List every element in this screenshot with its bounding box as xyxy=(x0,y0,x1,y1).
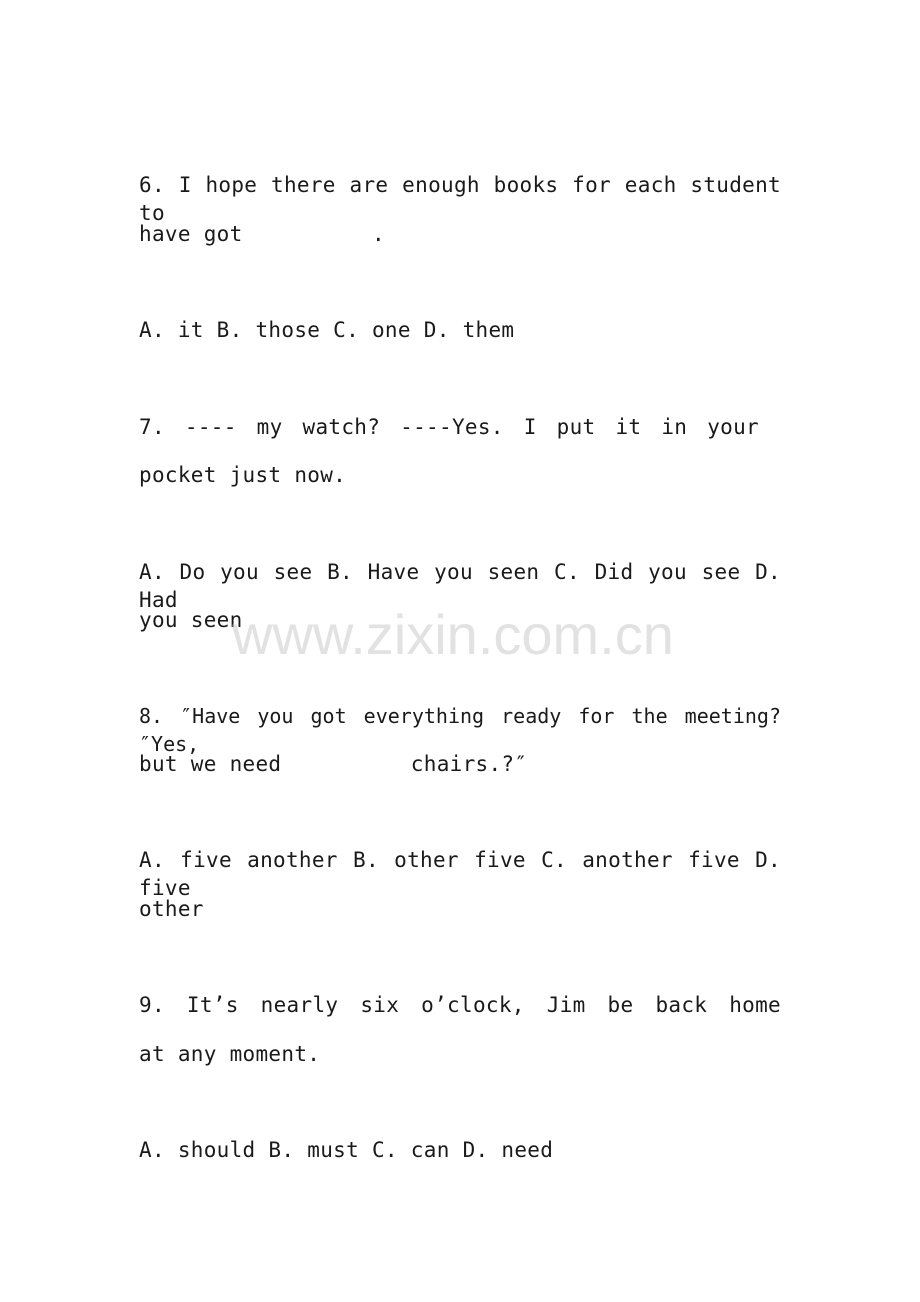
question-7-options-line1: A. Do you see B. Have you seen C. Did you see D. Had xyxy=(139,560,781,612)
question-8-stem-line1: 8. ″Have you got everything ready for the meeting?″Yes, xyxy=(139,704,781,756)
question-7-stem-line2: pocket just now. xyxy=(139,463,347,487)
question-6-stem-line2: have got . xyxy=(139,222,385,246)
question-7-options-line2: you seen xyxy=(139,608,243,632)
question-9-stem-line2: at any moment. xyxy=(139,1042,321,1066)
question-9-options: A. should B. must C. can D. need xyxy=(139,1138,554,1162)
question-6-options: A. it B. those C. one D. them xyxy=(139,318,515,342)
question-6-stem-line1: 6. I hope there are enough books for each student to xyxy=(139,173,781,225)
question-8-options-line2: other xyxy=(139,897,204,921)
question-7-stem-line1: 7. ---- my watch? ----Yes. I put it in your xyxy=(139,415,759,439)
question-8-stem-line2: but we need chairs.?″ xyxy=(139,752,528,776)
question-9-stem-line1: 9. It’s nearly six o’clock, Jim be back home xyxy=(139,993,781,1017)
watermark: www.zixin.com.cn xyxy=(232,603,674,666)
question-8-options-line1: A. five another B. other five C. another five D. five xyxy=(139,848,781,900)
